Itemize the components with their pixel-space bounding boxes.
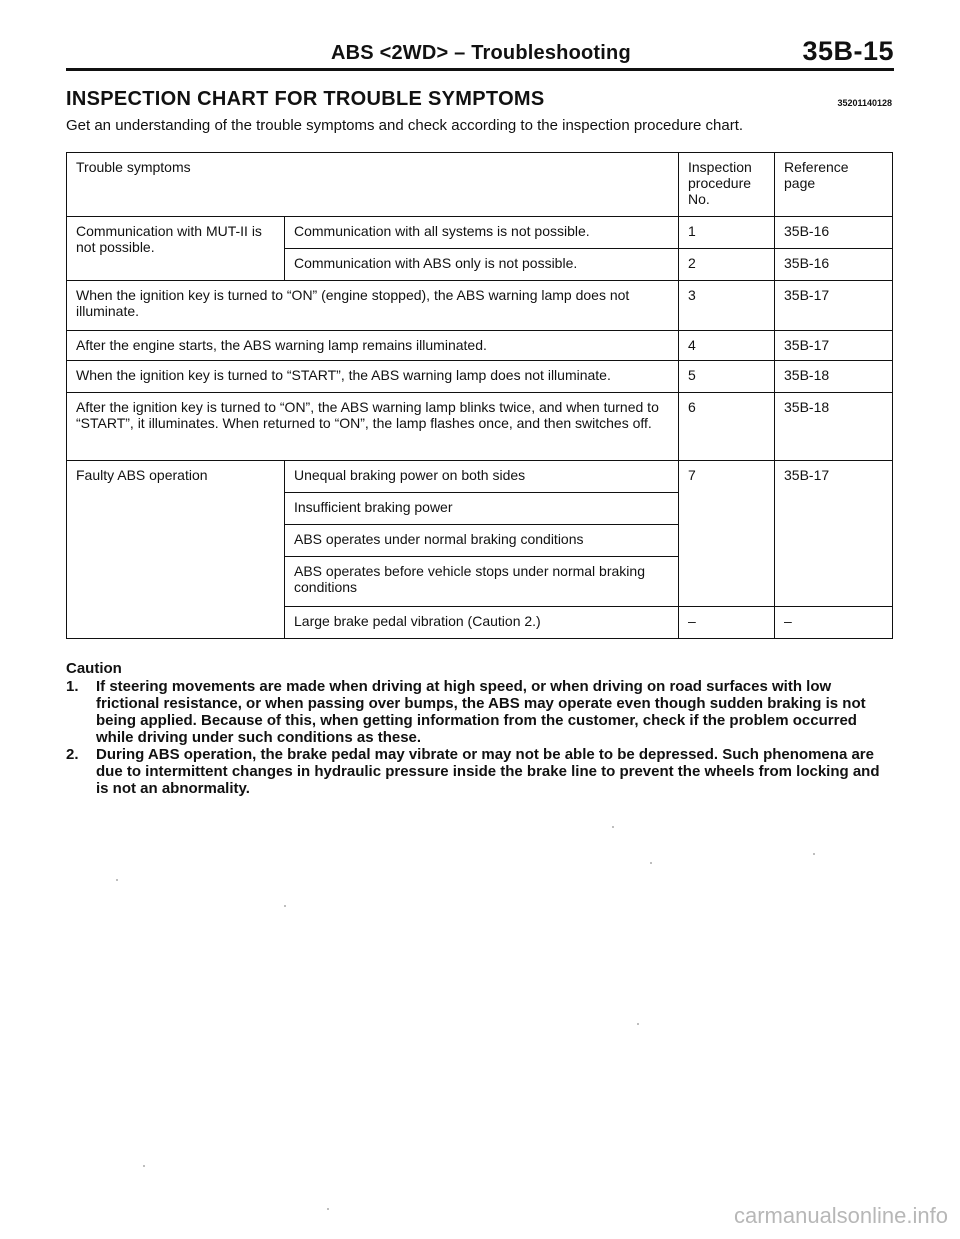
header-rule: [66, 68, 894, 71]
page-header: [66, 30, 894, 70]
symptom-detail: Communication with all systems is not possible.: [285, 217, 679, 249]
reference-page: 35B-16: [775, 249, 893, 281]
procedure-number: 1: [679, 217, 775, 249]
scan-speck: [284, 905, 286, 907]
scan-speck: [650, 862, 652, 864]
procedure-number: 4: [679, 331, 775, 361]
symptom: When the ignition key is turned to “ON” (engine stopped), the ABS warning lamp does not illuminate.: [67, 281, 679, 331]
header-title: ABS <2WD> – Troubleshooting: [331, 42, 631, 64]
procedure-number: 2: [679, 249, 775, 281]
caution-block: [66, 660, 896, 797]
reference-page: –: [775, 607, 893, 639]
procedure-number: 5: [679, 361, 775, 393]
reference-page: 35B-17: [775, 281, 893, 331]
symptom: After the ignition key is turned to “ON”, the ABS warning lamp blinks twice, and when turned to “START”, it illuminates. When returned to “ON”, the lamp flashes once, and then switches off.: [67, 393, 679, 461]
caution-item: [66, 678, 896, 746]
table-row: [67, 217, 893, 249]
scan-speck: [813, 853, 815, 855]
symptom: When the ignition key is turned to “START”, the ABS warning lamp does not illuminate.: [67, 361, 679, 393]
header-inspection-procedure: Inspection procedure No.: [679, 153, 775, 217]
reference-page: 35B-17: [775, 331, 893, 361]
symptom-detail: Communication with ABS only is not possible.: [285, 249, 679, 281]
section-title: INSPECTION CHART FOR TROUBLE SYMPTOMS: [66, 88, 545, 110]
procedure-number: –: [679, 607, 775, 639]
symptom-detail: ABS operates before vehicle stops under normal braking conditions: [285, 557, 679, 607]
symptom-group: Faulty ABS operation: [67, 461, 285, 639]
symptom-detail: ABS operates under normal braking conditions: [285, 525, 679, 557]
caution-text: If steering movements are made when driving at high speed, or when driving on road surfaces with low frictional resistance, or when passing over bumps, the ABS may operate even though sudden braking is not being applied. Because of this, when getting information from the customer, check if the problem occurred while driving under such conditions as these.: [96, 678, 866, 746]
caution-text: During ABS operation, the brake pedal may vibrate or may not be able to be depressed. Such phenomena are due to intermittent changes in hydraulic pressure inside the brake line to prevent the wheels from locking and is not an abnormality.: [96, 746, 880, 797]
inspection-chart: [66, 152, 893, 639]
watermark: carmanualsonline.info: [733, 1203, 948, 1228]
reference-page: 35B-17: [775, 461, 893, 607]
table-row: [67, 361, 893, 393]
scan-speck: [143, 1165, 145, 1167]
document-code: 35201140128: [837, 98, 892, 108]
scan-speck: [116, 879, 118, 881]
procedure-number: 7: [679, 461, 775, 607]
page-number: 35B-15: [802, 36, 894, 66]
table-row: [67, 281, 893, 331]
caution-number: 2.: [66, 746, 79, 763]
symptom: After the engine starts, the ABS warning lamp remains illuminated.: [67, 331, 679, 361]
table-header-row: [67, 153, 893, 217]
reference-page: 35B-18: [775, 361, 893, 393]
scan-speck: [327, 1208, 329, 1210]
scan-speck: [637, 1023, 639, 1025]
table-row: [67, 461, 893, 493]
table-row: [67, 331, 893, 361]
header-trouble-symptoms: Trouble symptoms: [67, 153, 679, 217]
header-reference-page: Reference page: [775, 153, 893, 217]
intro-text: Get an understanding of the trouble symptoms and check according to the inspection procedure chart.: [66, 117, 744, 134]
symptom-detail: Large brake pedal vibration (Caution 2.): [285, 607, 679, 639]
caution-number: 1.: [66, 678, 79, 695]
table-row: [67, 393, 893, 461]
caution-item: [66, 746, 896, 797]
reference-page: 35B-16: [775, 217, 893, 249]
procedure-number: 3: [679, 281, 775, 331]
symptom-detail: Unequal braking power on both sides: [285, 461, 679, 493]
procedure-number: 6: [679, 393, 775, 461]
symptom-group: Communication with MUT-II is not possible.: [67, 217, 285, 281]
caution-title: Caution: [66, 660, 122, 677]
scan-speck: [612, 826, 614, 828]
symptom-detail: Insufficient braking power: [285, 493, 679, 525]
reference-page: 35B-18: [775, 393, 893, 461]
